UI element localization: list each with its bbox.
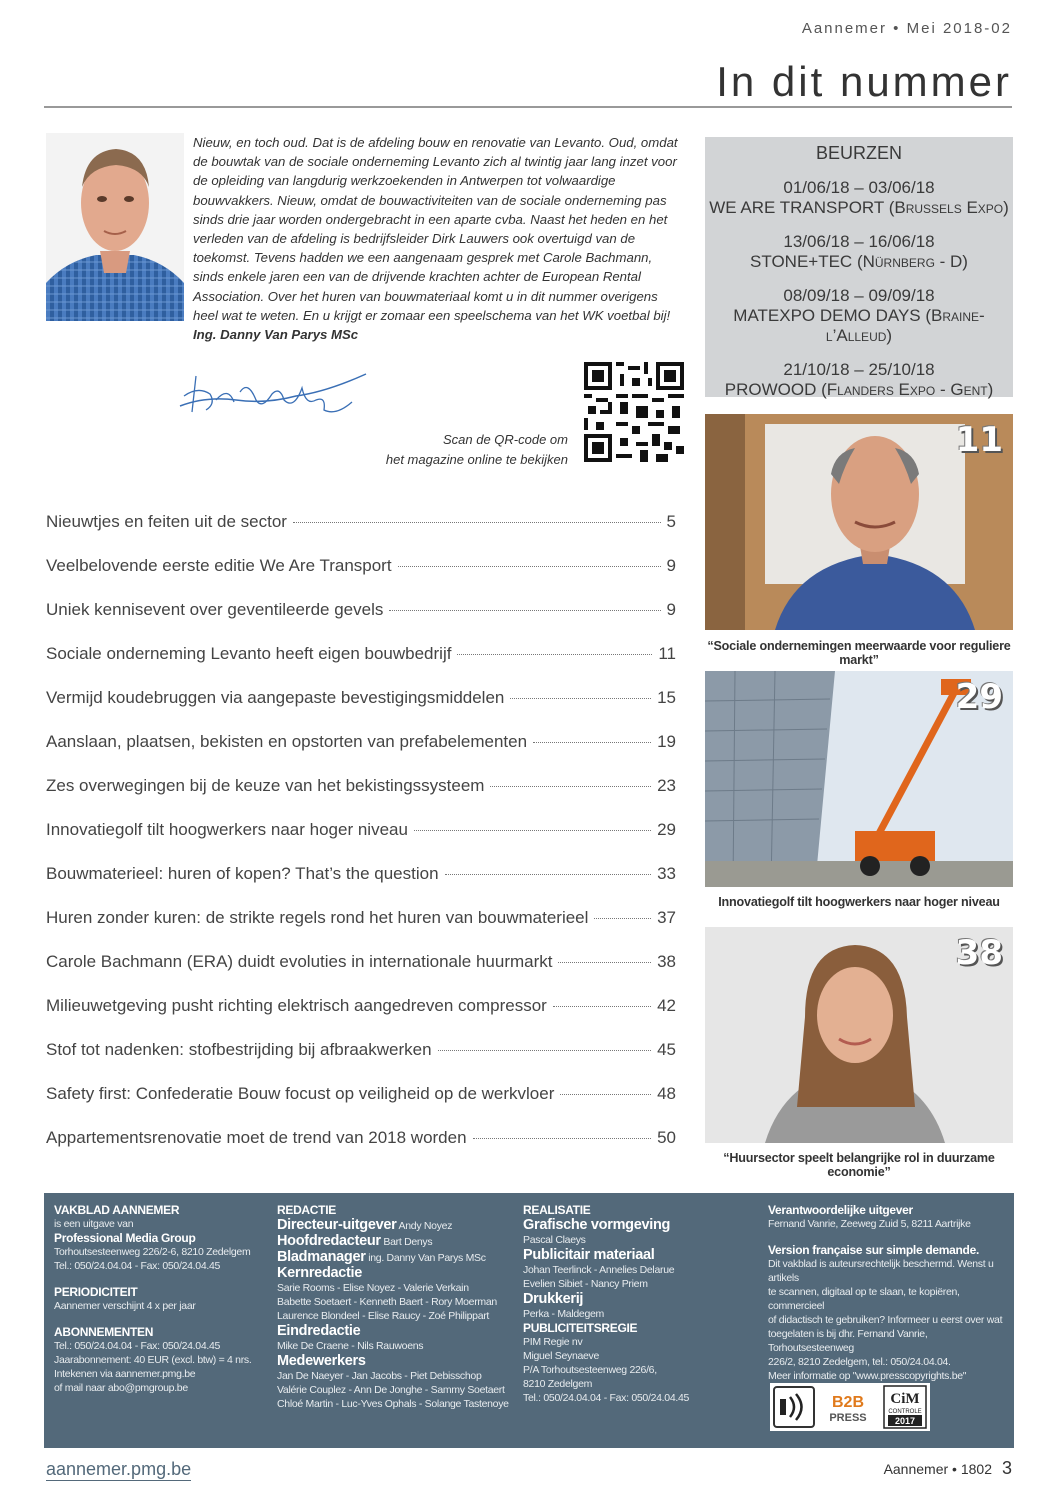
fair-venue: (Braine-l’Alleud) <box>825 306 985 345</box>
colophon-heading: VAKBLAD AANNEMER <box>54 1203 180 1217</box>
toc-page: 50 <box>657 1128 676 1147</box>
colophon-line: 226/2, 8210 Zedelgem, tel.: 050/24.04.04. <box>768 1356 951 1368</box>
colophon-line: Miguel Seynaeve <box>523 1350 600 1362</box>
colophon-line: Jaarabonnement: 40 EUR (excl. btw) = 4 nrs. <box>54 1354 252 1366</box>
toc-title: Aanslaan, plaatsen, bekisten en opstorten van prefabelementen <box>46 732 528 751</box>
colophon-line: Sarie Rooms - Elise Noyez - Valerie Verkain <box>277 1282 469 1294</box>
handwritten-signature <box>176 366 376 422</box>
cim-logo-text: CiM <box>890 1391 920 1407</box>
toc-entry[interactable] <box>46 908 676 952</box>
toc-title: Zes overwegingen bij de keuze van het bekistingssysteem <box>46 776 485 795</box>
fair-name: STONE+TEC <box>750 252 853 271</box>
toc-page: 11 <box>658 644 676 663</box>
colophon-line: Dit vakblad is auteursrechtelijk beschermd. Wenst u artikels <box>768 1258 994 1284</box>
cim-logo-sub: CONTROLE <box>888 1409 922 1415</box>
header-divider <box>44 106 1012 108</box>
qr-caption-line1: Scan de QR-code om <box>442 432 568 447</box>
toc-title: Bouwmaterieel: huren of kopen? That’s the question <box>46 864 439 883</box>
photo-caption: “Sociale ondernemingen meerwaarde voor reguliere markt” <box>707 639 1011 667</box>
qr-code[interactable] <box>584 362 684 462</box>
intro-body: Nieuw, en toch oud. Dat is de afdeling bouw en renovatie van Levanto. Oud, omdat de bouwtak van de sociale onderneming Levanto zich al twintig jaar lang inzet voor de opleiding van langdurig werkzoekenden in Antwerpen tot volwaardige bouwvakkers. Nieuw, omdat de bouwactiviteiten van de sociale onderneming pas sinds drie jaar worden ondergebracht in een aparte cvba. Naast het heden en het verleden van de afdeling is bedrijfsleider Dirk Lauwers ook overtuigd van de toekomst. Tevens hadden we een aangenaam gesprek met Carole Bachmann, sinds enkele jaren een van de drijvende krachten achter de European Rental Association. Over het huren van bouwmateriaal komt u in dit nummer overigens heel wat te weten. En u krijgt er zomaar een speelschema van het WK voetbal bij! <box>193 135 678 323</box>
colophon-line: is een uitgave van <box>54 1218 134 1230</box>
toc-entry[interactable] <box>46 644 676 688</box>
issue-label: Aannemer • Mei 2018-02 <box>801 20 1012 37</box>
toc-title: Innovatiegolf tilt hoogwerkers naar hoger niveau <box>46 820 408 839</box>
toc-page: 42 <box>657 996 676 1015</box>
toc-leader <box>473 1138 652 1139</box>
colophon-role: Eindredactie <box>277 1323 361 1339</box>
toc-title: Nieuwtjes en feiten uit de sector <box>46 512 287 531</box>
page-title: In dit nummer <box>716 58 1012 105</box>
fair-dates: 08/09/18 – 09/09/18 <box>783 286 935 305</box>
toc-leader <box>445 874 652 875</box>
colophon-line: Tel.: 050/24.04.04 - Fax: 050/24.04.45 <box>54 1340 221 1352</box>
toc-title: Stof tot nadenken: stofbestrijding bij afbraakwerken <box>46 1040 432 1059</box>
toc-leader <box>533 742 651 743</box>
toc-page: 15 <box>657 688 676 707</box>
page-badge: 38 <box>955 933 1003 973</box>
footer-issue: Aannemer • 1802 <box>883 1461 992 1477</box>
colophon-col-editorial <box>277 1203 517 1411</box>
toc-title: Veelbelovende eerste editie We Are Transport <box>46 556 392 575</box>
colophon-line: Perka - Maldegem <box>523 1308 604 1320</box>
colophon-line: Laurence Blondeel - Elise Raucy - Zoé Philippart <box>277 1310 490 1322</box>
toc-leader <box>414 830 651 831</box>
colophon-line: Babette Soetaert - Kenneth Baert - Rory Moerman <box>277 1296 497 1308</box>
toc-leader <box>558 962 651 963</box>
toc-page: 33 <box>657 864 676 883</box>
toc-title: Sociale onderneming Levanto heeft eigen bouwbedrijf <box>46 644 452 663</box>
photo-woman-portrait[interactable] <box>705 927 1013 1143</box>
colophon-role: Directeur-uitgever <box>277 1217 397 1233</box>
toc-leader <box>594 918 651 919</box>
photo-aerial-lift[interactable] <box>705 671 1013 887</box>
toc-page: 9 <box>666 600 676 619</box>
toc-title: Milieuwetgeving pusht richting elektrisch aangedreven compressor <box>46 996 547 1015</box>
colophon-heading: PUBLICITEITSREGIE <box>523 1321 638 1335</box>
colophon-line: 8210 Zedelgem <box>523 1378 593 1390</box>
qr-caption <box>320 430 568 470</box>
colophon-line: Pascal Claeys <box>523 1234 586 1246</box>
colophon-heading: PERIODICITEIT <box>54 1285 138 1299</box>
colophon-line: Aannemer verschijnt 4 x per jaar <box>54 1300 196 1312</box>
toc-entry[interactable] <box>46 1040 676 1084</box>
colophon-line: Evelien Sibiet - Nancy Priem <box>523 1278 648 1290</box>
toc-entry[interactable] <box>46 776 676 820</box>
colophon-line: Tel.: 050/24.04.04 - Fax: 050/24.04.45 <box>54 1260 221 1272</box>
fairs-box <box>705 137 1013 397</box>
toc-page: 45 <box>657 1040 676 1059</box>
fair-venue: (Brussels Expo) <box>888 198 1009 217</box>
colophon-line: toegelaten is bij dhr. Fernand Vanrie, Torhoutsesteenweg <box>768 1328 928 1354</box>
colophon-col-legal <box>768 1203 1008 1383</box>
table-of-contents <box>46 512 676 1172</box>
toc-entry[interactable] <box>46 732 676 776</box>
colophon-line: Fernand Vanrie, Zeeweg Zuid 5, 8211 Aartrijke <box>768 1218 971 1230</box>
colophon-heading: Verantwoordelijke uitgever <box>768 1203 913 1217</box>
colophon-line: of didactisch te gebruiken? Informeer u eerst over wat <box>768 1314 1003 1326</box>
fair-name: PROWOOD <box>724 380 817 399</box>
colophon-role: Kernredactie <box>277 1265 363 1281</box>
toc-entry[interactable] <box>46 864 676 908</box>
colophon-col-production <box>523 1203 753 1405</box>
toc-leader <box>293 522 661 523</box>
colophon-role: Bladmanager <box>277 1249 366 1265</box>
fair-item <box>705 178 1013 218</box>
toc-entry[interactable] <box>46 512 676 556</box>
cim-logo-year: 2017 <box>894 1416 916 1426</box>
toc-title: Huren zonder kuren: de strikte regels rond het huren van bouwmaterieel <box>46 908 589 927</box>
colophon-line: te scannen, digitaal op te slaan, te kopiëren, commercieel <box>768 1286 960 1312</box>
colophon-role: Hoofdredacteur <box>277 1233 381 1249</box>
colophon-line: Mike De Craene - Nils Rauwoens <box>277 1340 424 1352</box>
toc-leader <box>398 566 661 567</box>
page-badge: 29 <box>955 677 1003 717</box>
editor-name: Ing. Danny Van Parys MSc <box>193 327 359 343</box>
toc-leader <box>510 698 651 699</box>
toc-page: 37 <box>657 908 676 927</box>
colophon-col-publisher <box>54 1203 274 1395</box>
editor-portrait <box>46 133 184 321</box>
colophon-line: PIM Regie nv <box>523 1336 583 1348</box>
colophon-heading: REALISATIE <box>523 1203 591 1217</box>
certification-logos <box>770 1383 930 1431</box>
toc-leader <box>490 786 651 787</box>
colophon-line: P/A Torhoutsesteenweg 226/6, <box>523 1364 657 1376</box>
toc-title: Safety first: Confederatie Bouw focust op veiligheid op de werkvloer <box>46 1084 555 1103</box>
toc-leader <box>457 654 652 655</box>
fair-name: WE ARE TRANSPORT <box>709 198 884 217</box>
colophon-role: Grafische vormgeving <box>523 1217 671 1233</box>
fairs-heading: BEURZEN <box>815 143 902 163</box>
b2b-logo-sub: PRESS <box>829 1412 867 1424</box>
colophon-heading: Version française sur simple demande. <box>768 1243 979 1257</box>
fair-item <box>705 360 1013 400</box>
toc-entry[interactable] <box>46 996 676 1040</box>
toc-leader <box>560 1094 651 1095</box>
toc-entry[interactable] <box>46 1084 676 1128</box>
colophon-line: Chloé Martin - Luc-Yves Ophals - Solange Tastenoye <box>277 1398 509 1410</box>
colophon-line: Valérie Couplez - Ann De Jonghe - Sammy Soetaert <box>277 1384 505 1396</box>
toc-page: 38 <box>657 952 676 971</box>
toc-page: 29 <box>657 820 676 839</box>
photo-caption: “Huursector speelt belangrijke rol in duurzame economie” <box>723 1151 995 1179</box>
fair-item <box>705 232 1013 272</box>
colophon <box>44 1193 1014 1448</box>
qr-caption-line2: het magazine online te bekijken <box>385 452 568 467</box>
colophon-line: of mail naar abo@pmgroup.be <box>54 1382 188 1394</box>
toc-title: Vermijd koudebruggen via aangepaste bevestigingsmiddelen <box>46 688 505 707</box>
page-badge: 11 <box>955 420 1003 460</box>
toc-leader <box>553 1006 651 1007</box>
fair-dates: 13/06/18 – 16/06/18 <box>783 232 935 251</box>
toc-entry[interactable] <box>46 688 676 732</box>
colophon-line: Meer informatie op "www.presscopyrights.be" <box>768 1370 967 1382</box>
photo-interview-man[interactable] <box>705 414 1013 630</box>
colophon-line: Johan Teerlinck - Annelies Delarue <box>523 1264 675 1276</box>
toc-page: 5 <box>666 512 676 531</box>
colophon-role: Publicitair materiaal <box>523 1247 655 1263</box>
colophon-person: ing. Danny Van Parys MSc <box>368 1252 486 1264</box>
toc-entry[interactable] <box>46 820 676 864</box>
toc-entry[interactable] <box>46 952 676 996</box>
colophon-line: Torhoutsesteenweg 226/2-6, 8210 Zedelgem <box>54 1246 251 1258</box>
toc-page: 19 <box>657 732 676 751</box>
toc-title: Uniek kennisevent over geventileerde gevels <box>46 600 384 619</box>
b2b-logo-text: B2B <box>831 1394 865 1411</box>
fair-dates: 21/10/18 – 25/10/18 <box>783 360 935 379</box>
colophon-role: Medewerkers <box>277 1353 366 1369</box>
intro-text <box>193 133 686 344</box>
toc-page: 48 <box>657 1084 676 1103</box>
colophon-person: Bart Denys <box>383 1236 433 1248</box>
fair-venue: (Nürnberg - D) <box>856 252 968 271</box>
fair-item <box>705 286 1013 346</box>
colophon-heading: REDACTIE <box>277 1203 336 1217</box>
toc-entry[interactable] <box>46 556 676 600</box>
colophon-person: Andy Noyez <box>398 1220 453 1232</box>
fair-name: MATEXPO DEMO DAYS <box>733 306 921 325</box>
toc-entry[interactable] <box>46 600 676 644</box>
colophon-line: Professional Media Group <box>54 1231 196 1245</box>
page-footer <box>884 1458 1012 1479</box>
fair-venue: (Flanders Expo - Gent) <box>821 380 994 399</box>
toc-title: Carole Bachmann (ERA) duidt evoluties in internationale huurmarkt <box>46 952 553 971</box>
toc-leader <box>438 1050 652 1051</box>
toc-page: 9 <box>666 556 676 575</box>
colophon-role: Drukkerij <box>523 1291 584 1307</box>
colophon-line: Intekenen via aannemer.pmg.be <box>54 1368 196 1380</box>
toc-entry[interactable] <box>46 1128 676 1172</box>
toc-page: 23 <box>657 776 676 795</box>
photo-caption: Innovatiegolf tilt hoogwerkers naar hoger niveau <box>718 895 1000 909</box>
toc-leader <box>389 610 660 611</box>
colophon-heading: ABONNEMENTEN <box>54 1325 154 1339</box>
fair-dates: 01/06/18 – 03/06/18 <box>783 178 935 197</box>
colophon-line: Jan De Naeyer - Jan Jacobs - Piet Debisschop <box>277 1370 482 1382</box>
website-link[interactable]: aannemer.pmg.be <box>46 1459 192 1479</box>
colophon-line: Tel.: 050/24.04.04 - Fax: 050/24.04.45 <box>523 1392 690 1404</box>
toc-title: Appartementsrenovatie moet de trend van 2018 worden <box>46 1128 467 1147</box>
page-number: 3 <box>1001 1458 1012 1478</box>
